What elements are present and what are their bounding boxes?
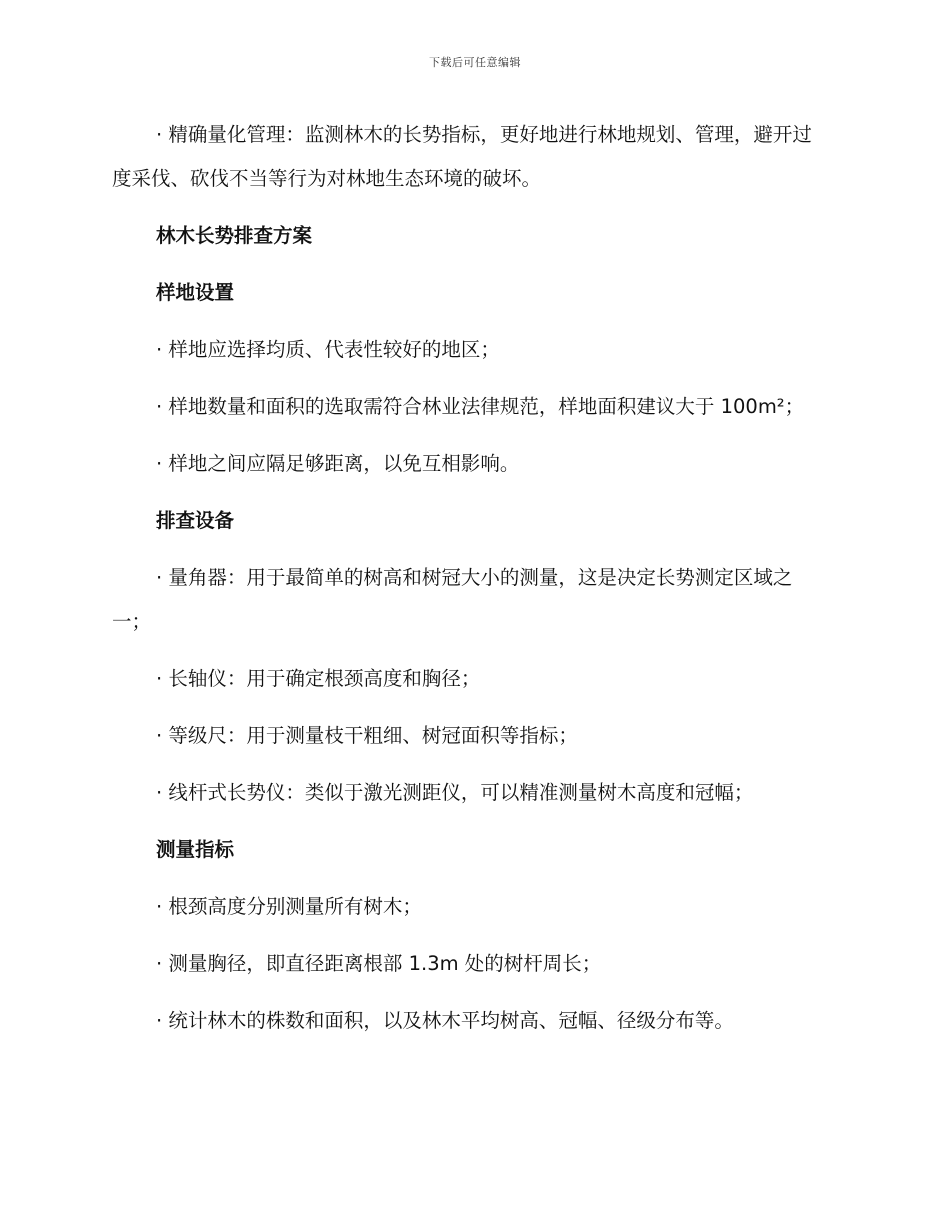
heading-plot-setup: 样地设置 [156,281,235,304]
list-item-plot-selection: · 样地应选择均质、代表性较好的地区； [156,338,500,361]
paragraph-precise-management: · 精确量化管理：监测林木的长势指标，更好地进行林地规划、管理，避开过度采伐、砍伐不当等行为对林地生态环境的破坏。 [112,123,812,190]
list-item-protractor: · 量角器：用于最简单的树高和树冠大小的测量，这是决定长势测定区域之一； [112,566,793,633]
list-item-dbh: · 测量胸径，即直径距离根部 1.3m 处的树杆周长； [156,952,602,975]
document-body [112,113,824,1056]
heading-measurement-indicators: 测量指标 [156,838,235,861]
list-item-statistics: · 统计林木的株数和面积，以及林木平均树高、冠幅、径级分布等。 [156,1009,734,1032]
list-item-plot-distance: · 样地之间应隔足够距离，以免互相影响。 [156,452,520,475]
list-item-growth-meter: · 线杆式长势仪：类似于激光测距仪，可以精准测量树木高度和冠幅； [156,781,754,804]
list-item-root-collar-height: · 根颈高度分别测量所有树木； [156,895,422,918]
list-item-plot-area: · 样地数量和面积的选取需符合林业法律规范，样地面积建议大于 100m²； [156,395,805,418]
heading-survey-equipment: 排查设备 [156,509,235,532]
page-header: 下载后可任意编辑 [429,56,521,69]
heading-survey-plan: 林木长势排查方案 [156,224,313,247]
list-item-long-axis-instrument: · 长轴仪：用于确定根颈高度和胸径； [156,667,481,690]
list-item-grade-ruler: · 等级尺：用于测量枝干粗细、树冠面积等指标； [156,724,578,747]
